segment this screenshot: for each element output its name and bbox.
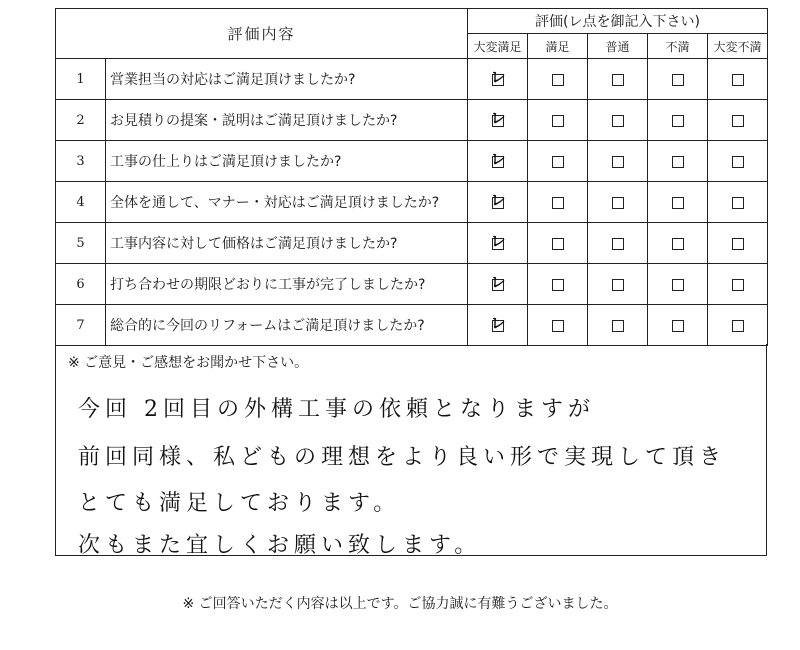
rating-cell xyxy=(528,100,588,141)
question-row xyxy=(56,305,768,346)
rating-checkbox[interactable] xyxy=(612,74,624,86)
rating-checkbox[interactable] xyxy=(612,197,624,209)
rating-checkbox[interactable] xyxy=(672,115,684,127)
rating-cell xyxy=(708,223,768,264)
rating-checkbox[interactable] xyxy=(552,197,564,209)
rating-cell xyxy=(468,100,528,141)
rating-cell xyxy=(528,264,588,305)
rating-cell xyxy=(648,141,708,182)
option-header-satisfied: 満足 xyxy=(528,34,588,59)
question-number: 7 xyxy=(56,305,106,346)
question-number: 1 xyxy=(56,59,106,100)
rating-cell xyxy=(708,264,768,305)
rating-cell xyxy=(648,305,708,346)
rating-checkbox[interactable] xyxy=(552,320,564,332)
question-number: 3 xyxy=(56,141,106,182)
rating-cell xyxy=(588,141,648,182)
rating-cell xyxy=(648,100,708,141)
question-number: 5 xyxy=(56,223,106,264)
rating-checkbox[interactable] xyxy=(552,115,564,127)
check-mark-icon: レ xyxy=(490,273,506,291)
rating-checkbox[interactable] xyxy=(672,74,684,86)
question-text: 総合的に今回のリフォームはご満足頂けましたか? xyxy=(106,305,468,346)
rating-checkbox[interactable] xyxy=(612,238,624,250)
rating-cell xyxy=(468,141,528,182)
rating-checkbox[interactable] xyxy=(552,279,564,291)
rating-checkbox[interactable] xyxy=(732,156,744,168)
rating-checkbox[interactable] xyxy=(672,238,684,250)
rating-cell xyxy=(468,305,528,346)
rating-checkbox[interactable] xyxy=(732,74,744,86)
question-row xyxy=(56,59,768,100)
rating-checkbox[interactable] xyxy=(490,314,506,332)
question-list xyxy=(56,59,768,346)
rating-cell xyxy=(588,59,648,100)
rating-checkbox[interactable] xyxy=(672,156,684,168)
rating-checkbox[interactable] xyxy=(490,191,506,209)
question-text: 工事内容に対して価格はご満足頂けましたか? xyxy=(106,223,468,264)
check-mark-icon: レ xyxy=(490,150,506,168)
rating-cell xyxy=(528,59,588,100)
comment-line: とても満足しております。 xyxy=(78,491,401,516)
rating-checkbox[interactable] xyxy=(552,156,564,168)
rating-checkbox[interactable] xyxy=(612,115,624,127)
rating-cell xyxy=(528,182,588,223)
rating-cell xyxy=(588,100,648,141)
evaluation-header: 評価(レ点を御記入下さい) xyxy=(468,9,768,34)
rating-checkbox[interactable] xyxy=(732,279,744,291)
check-mark-icon: レ xyxy=(490,314,506,332)
rating-checkbox[interactable] xyxy=(612,279,624,291)
rating-cell xyxy=(648,182,708,223)
survey-table xyxy=(55,8,768,346)
question-text: 営業担当の対応はご満足頂けましたか? xyxy=(106,59,468,100)
rating-checkbox[interactable] xyxy=(732,115,744,127)
rating-checkbox[interactable] xyxy=(552,238,564,250)
rating-checkbox[interactable] xyxy=(672,320,684,332)
rating-cell xyxy=(708,59,768,100)
rating-cell xyxy=(468,59,528,100)
option-header-very-satisfied: 大変満足 xyxy=(468,34,528,59)
option-header-neutral: 普通 xyxy=(588,34,648,59)
question-number: 4 xyxy=(56,182,106,223)
check-mark-icon: レ xyxy=(490,68,506,86)
content-header: 評価内容 xyxy=(56,9,468,59)
question-row xyxy=(56,141,768,182)
rating-checkbox[interactable] xyxy=(612,320,624,332)
rating-checkbox[interactable] xyxy=(732,197,744,209)
rating-checkbox[interactable] xyxy=(552,74,564,86)
rating-cell xyxy=(528,223,588,264)
question-text: お見積りの提案・説明はご満足頂けましたか? xyxy=(106,100,468,141)
question-text: 全体を通して、マナー・対応はご満足頂けましたか? xyxy=(106,182,468,223)
question-row xyxy=(56,223,768,264)
check-mark-icon: レ xyxy=(490,232,506,250)
option-header-dissatisfied: 不満 xyxy=(648,34,708,59)
rating-cell xyxy=(588,182,648,223)
rating-checkbox[interactable] xyxy=(672,279,684,291)
option-header-very-dissatisfied: 大変不満 xyxy=(708,34,768,59)
rating-cell xyxy=(708,100,768,141)
rating-cell xyxy=(708,305,768,346)
comment-line: 次もまた宜しくお願い致します。 xyxy=(78,533,482,558)
rating-checkbox[interactable] xyxy=(490,273,506,291)
comment-line: 前回同様、私どもの理想をより良い形で実現して頂き xyxy=(78,445,727,470)
rating-cell xyxy=(588,305,648,346)
question-row xyxy=(56,182,768,223)
survey-sheet xyxy=(55,8,767,556)
question-number: 6 xyxy=(56,264,106,305)
comment-label: ※ ご意見・ご感想をお聞かせ下さい。 xyxy=(68,355,309,371)
footer-note: ※ ご回答いただく内容は以上です。ご協力誠に有難うございました。 xyxy=(182,596,618,612)
rating-checkbox[interactable] xyxy=(612,156,624,168)
rating-cell xyxy=(708,141,768,182)
rating-cell xyxy=(468,223,528,264)
check-mark-icon: レ xyxy=(490,191,506,209)
rating-checkbox[interactable] xyxy=(490,150,506,168)
rating-checkbox[interactable] xyxy=(732,238,744,250)
rating-checkbox[interactable] xyxy=(672,197,684,209)
rating-cell xyxy=(648,264,708,305)
rating-checkbox[interactable] xyxy=(490,68,506,86)
rating-cell xyxy=(468,264,528,305)
comment-line: 今回 2回目の外構工事の依頼となりますが xyxy=(78,397,595,422)
rating-cell xyxy=(528,305,588,346)
rating-checkbox[interactable] xyxy=(490,232,506,250)
question-row xyxy=(56,264,768,305)
rating-cell xyxy=(468,182,528,223)
rating-cell xyxy=(648,59,708,100)
check-mark-icon: レ xyxy=(490,109,506,127)
question-text: 工事の仕上りはご満足頂けましたか? xyxy=(106,141,468,182)
question-text: 打ち合わせの期限どおりに工事が完了しましたか? xyxy=(106,264,468,305)
rating-cell xyxy=(588,223,648,264)
rating-cell xyxy=(588,264,648,305)
rating-cell xyxy=(648,223,708,264)
rating-checkbox[interactable] xyxy=(490,109,506,127)
rating-cell xyxy=(528,141,588,182)
question-row xyxy=(56,100,768,141)
comment-box xyxy=(55,344,767,556)
rating-checkbox[interactable] xyxy=(732,320,744,332)
question-number: 2 xyxy=(56,100,106,141)
rating-cell xyxy=(708,182,768,223)
